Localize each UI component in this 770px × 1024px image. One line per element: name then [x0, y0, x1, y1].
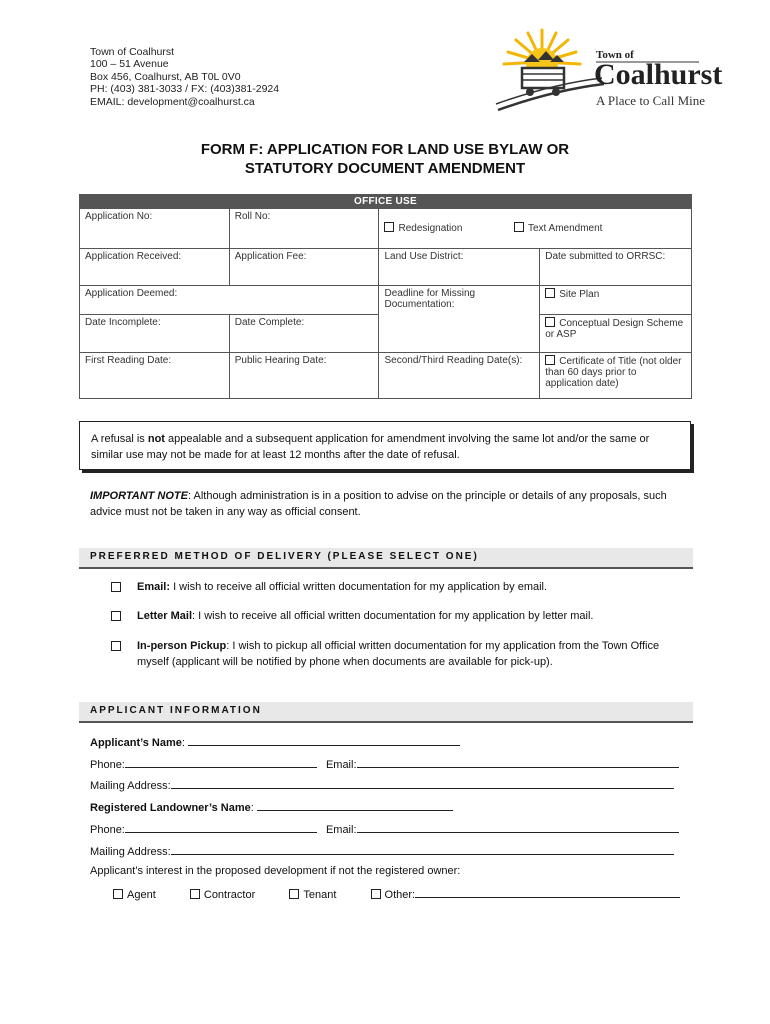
application-received-field[interactable]: Application Received: — [80, 249, 230, 286]
interest-options — [113, 886, 680, 901]
mailing-label: Mailing Address: — [90, 846, 171, 858]
agent-label: Agent — [127, 889, 156, 901]
coalhurst-logo — [494, 24, 724, 114]
tenant-checkbox[interactable] — [289, 889, 299, 899]
certificate-checkbox[interactable] — [545, 355, 555, 365]
interest-question: Applicant’s interest in the proposed development if not the registered owner: — [90, 865, 461, 877]
land-use-district-field[interactable]: Land Use District: — [379, 249, 540, 286]
application-no-field[interactable]: Application No: — [80, 209, 230, 249]
date-complete-field[interactable]: Date Complete: — [229, 315, 379, 353]
applicant-name-row — [90, 734, 460, 749]
letter-option — [111, 608, 671, 624]
form-title-line2: STATUTORY DOCUMENT AMENDMENT — [244, 160, 526, 177]
pickup-checkbox[interactable] — [111, 641, 121, 651]
site-plan-label: Site Plan — [559, 289, 600, 300]
conceptual-checkbox[interactable] — [545, 317, 555, 327]
form-title — [0, 140, 770, 178]
logo-town-of: Town of — [596, 49, 634, 61]
email-option — [111, 579, 671, 595]
applicant-name-label: Applicant’s Name — [90, 737, 182, 749]
applicant-phone-input[interactable] — [125, 756, 317, 768]
address-line: 100 – 51 Avenue — [90, 58, 169, 71]
amendment-type-cell — [379, 209, 692, 249]
contractor-label: Contractor — [203, 889, 256, 901]
office-use-table — [79, 194, 692, 399]
letter-option-text: : I wish to receive all official written documentation for my application by letter mail. — [192, 610, 594, 622]
landowner-name-row — [90, 799, 453, 814]
logo-tagline: A Place to Call Mine — [596, 93, 706, 108]
email-label: Email: — [325, 824, 357, 836]
redesignation-label: Redesignation — [398, 223, 463, 234]
mailing-label: Mailing Address: — [90, 780, 171, 792]
email-option-text: I wish to receive all official written documentation for my application by email. — [170, 581, 548, 593]
town-address — [90, 46, 279, 108]
applicant-name-input[interactable] — [188, 734, 460, 746]
other-input[interactable] — [415, 886, 680, 898]
delivery-section-header: PREFERRED METHOD OF DELIVERY (PLEASE SELECT ONE) — [79, 548, 693, 569]
address-email: EMAIL: development@coalhurst.ca — [90, 95, 255, 108]
sun-mine-cart-icon — [494, 24, 724, 114]
applicant-mailing-input[interactable] — [171, 777, 674, 789]
colon: : — [181, 737, 185, 749]
refusal-text-rest: appealable and a subsequent application for amendment involving the same lot and/or the same or similar use may not be made for at least 12 months after the date of refusal. — [91, 433, 650, 461]
pickup-option-text: : I wish to pickup all official written documentation for my application from the Town Office myself (applicant will be notified by phone when documents are available for pick-up). — [137, 640, 660, 668]
office-use-header: OFFICE USE — [80, 195, 692, 209]
conceptual-cell — [540, 315, 692, 353]
address-line: Box 456, Coalhurst, AB T0L 0V0 — [90, 70, 241, 83]
refusal-notice — [79, 421, 691, 470]
contractor-checkbox[interactable] — [190, 889, 200, 899]
refusal-text: A refusal is — [91, 433, 148, 445]
redesignation-checkbox[interactable] — [384, 222, 394, 232]
deadline-missing-docs-field[interactable]: Deadline for Missing Documentation: — [379, 286, 540, 353]
application-fee-field[interactable]: Application Fee: — [229, 249, 379, 286]
email-checkbox[interactable] — [111, 582, 121, 592]
address-line: PH: (403) 381-3033 / FX: (403)381-2924 — [90, 83, 280, 96]
landowner-name-input[interactable] — [257, 799, 453, 811]
important-note — [90, 488, 690, 520]
applicant-mailing-row — [90, 777, 674, 792]
pickup-option-label: In-person Pickup — [137, 640, 227, 652]
landowner-email-input[interactable] — [357, 821, 679, 833]
text-amendment-checkbox[interactable] — [514, 222, 524, 232]
form-title-line1: FORM F: APPLICATION FOR LAND USE BYLAW OR — [200, 141, 570, 158]
applicant-phone-row — [90, 756, 679, 771]
second-third-reading-field[interactable]: Second/Third Reading Date(s): — [379, 353, 540, 399]
pickup-option — [111, 638, 671, 670]
phone-label: Phone: — [90, 824, 125, 836]
first-reading-field[interactable]: First Reading Date: — [80, 353, 230, 399]
conceptual-label: Conceptual Design Scheme or ASP — [545, 318, 684, 340]
text-amendment-label: Text Amendment — [527, 223, 603, 234]
important-note-text: : Although administration is in a position to advise on the principle or details of any proposals, such advice must not be taken in any way as official consent. — [90, 490, 667, 518]
other-label: Other: — [384, 889, 416, 901]
applicant-email-input[interactable] — [357, 756, 679, 768]
site-plan-checkbox[interactable] — [545, 288, 555, 298]
tenant-label: Tenant — [303, 889, 337, 901]
landowner-mailing-row — [90, 843, 674, 858]
other-checkbox[interactable] — [371, 889, 381, 899]
letter-option-label: Letter Mail — [137, 610, 193, 622]
refusal-emphasis: not — [147, 433, 165, 445]
landowner-name-label: Registered Landowner’s Name — [90, 802, 251, 814]
site-plan-cell — [540, 286, 692, 315]
email-label: Email: — [325, 759, 357, 771]
application-deemed-field[interactable]: Application Deemed: — [80, 286, 379, 315]
date-orrsc-field[interactable]: Date submitted to ORRSC: — [540, 249, 692, 286]
roll-no-field[interactable]: Roll No: — [229, 209, 379, 249]
phone-label: Phone: — [90, 759, 125, 771]
email-option-label: Email: — [137, 581, 171, 593]
date-incomplete-field[interactable]: Date Incomplete: — [80, 315, 230, 353]
public-hearing-field[interactable]: Public Hearing Date: — [229, 353, 379, 399]
certificate-label: Certificate of Title (not older than 60 days prior to application date) — [545, 356, 682, 389]
landowner-phone-row — [90, 821, 679, 836]
logo-name: Coalhurst — [594, 58, 723, 91]
address-line: Town of Coalhurst — [90, 46, 175, 58]
colon: : — [250, 802, 254, 814]
applicant-section-header: APPLICANT INFORMATION — [79, 702, 693, 723]
certificate-cell — [540, 353, 692, 399]
landowner-mailing-input[interactable] — [171, 843, 674, 855]
agent-checkbox[interactable] — [113, 889, 123, 899]
letter-checkbox[interactable] — [111, 611, 121, 621]
landowner-phone-input[interactable] — [125, 821, 317, 833]
important-note-label: IMPORTANT NOTE — [90, 490, 188, 502]
